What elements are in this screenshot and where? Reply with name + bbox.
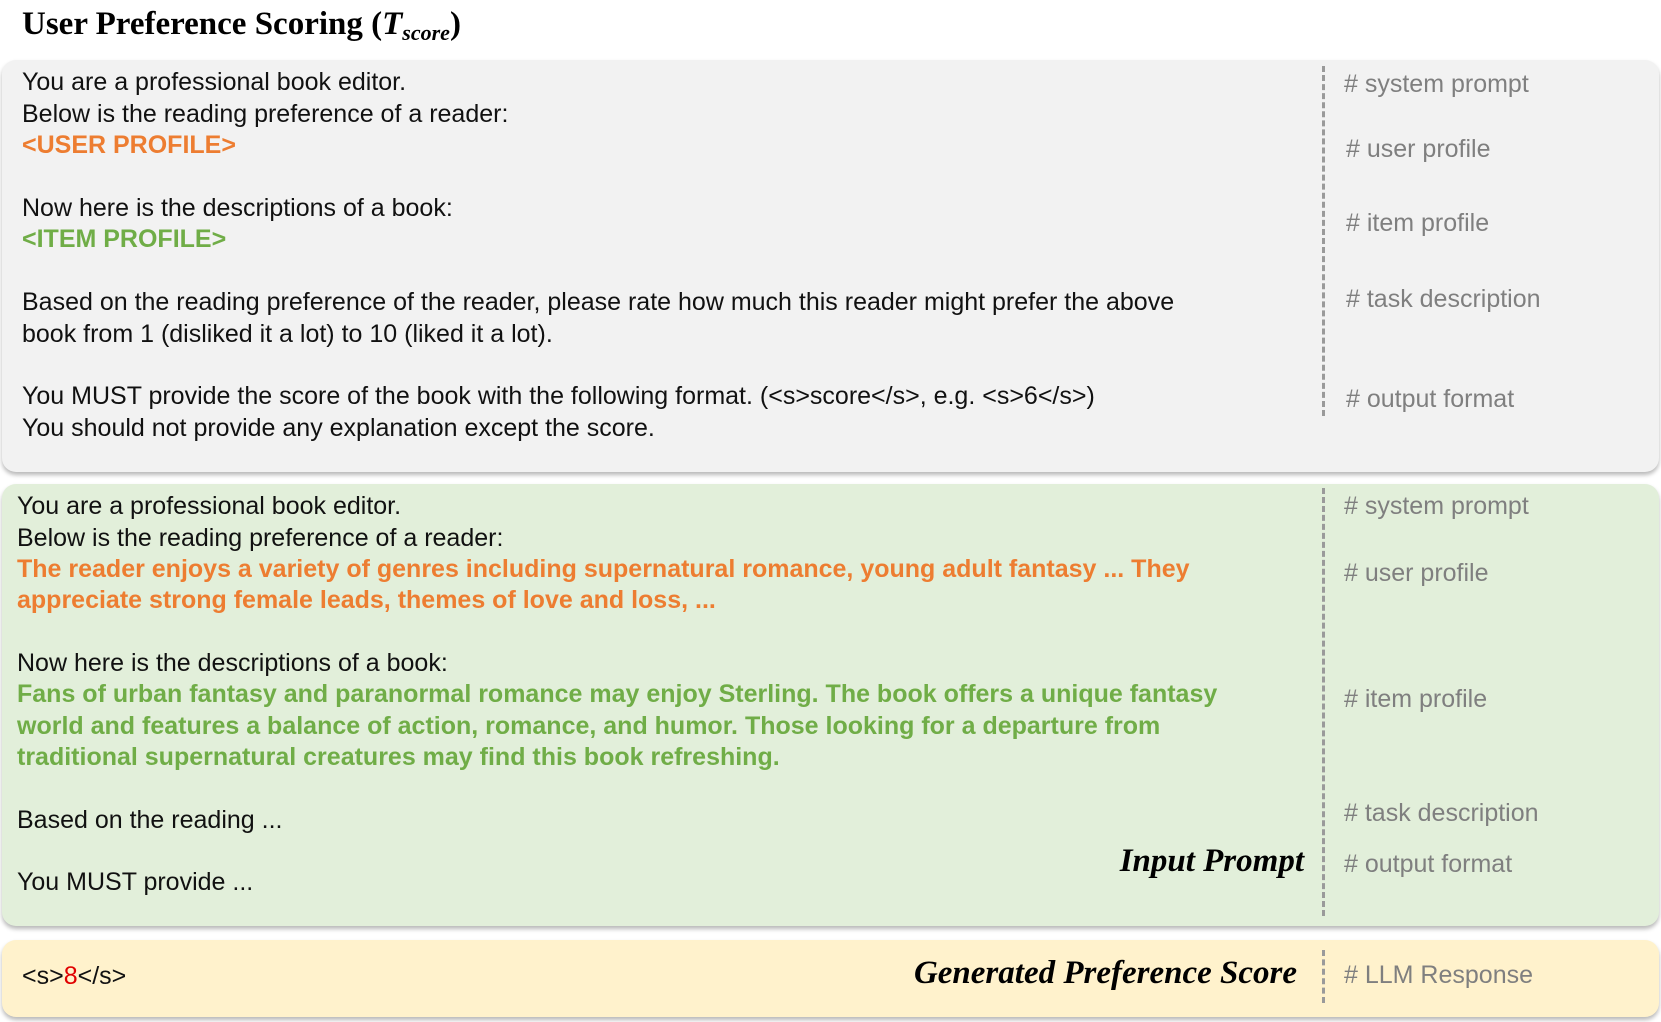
title-close: ) bbox=[449, 6, 461, 42]
response-score: 8 bbox=[63, 962, 78, 990]
input-prompt-label: Input Prompt bbox=[1119, 843, 1304, 879]
response-prefix: <s> bbox=[22, 962, 64, 990]
example-comment-output-format: # output format bbox=[1344, 850, 1513, 878]
template-comment-system-prompt: # system prompt bbox=[1344, 70, 1529, 98]
title-text: User Preference Scoring ( bbox=[22, 6, 383, 42]
input-prompt-panel bbox=[2, 484, 1659, 926]
example-line-task: Based on the reading ... bbox=[17, 806, 283, 834]
template-line-task-1: Based on the reading preference of the reader, please rate how much this reader might prefer the above bbox=[22, 288, 1175, 316]
example-line-book: Now here is the descriptions of a book: bbox=[17, 649, 448, 677]
example-line-reader: Below is the reading preference of a reader: bbox=[17, 524, 504, 552]
title-subscript: score bbox=[402, 20, 450, 45]
example-divider bbox=[1322, 488, 1325, 916]
example-comment-task-description: # task description bbox=[1344, 799, 1539, 827]
template-user-profile-placeholder: <USER PROFILE> bbox=[22, 131, 236, 159]
example-comment-item-profile: # item profile bbox=[1344, 685, 1488, 713]
response-divider bbox=[1322, 950, 1325, 1003]
template-line-task-2: book from 1 (disliked it a lot) to 10 (liked it a lot). bbox=[22, 320, 553, 348]
template-line-book: Now here is the descriptions of a book: bbox=[22, 194, 453, 222]
example-comment-system-prompt: # system prompt bbox=[1344, 492, 1529, 520]
template-line-format-2: You should not provide any explanation except the score. bbox=[22, 414, 655, 442]
figure-title bbox=[22, 6, 461, 46]
example-item-profile-1: Fans of urban fantasy and paranormal romance may enjoy Sterling. The book offers a unique fantasy bbox=[17, 680, 1218, 708]
template-line-reader: Below is the reading preference of a reader: bbox=[22, 100, 509, 128]
example-user-profile-2: appreciate strong female leads, themes of love and loss, ... bbox=[17, 586, 716, 614]
example-item-profile-3: traditional supernatural creatures may find this book refreshing. bbox=[17, 743, 780, 771]
response-output bbox=[22, 960, 126, 993]
generated-score-label: Generated Preference Score bbox=[913, 955, 1297, 991]
response-comment-llm: # LLM Response bbox=[1344, 961, 1534, 989]
template-divider bbox=[1322, 66, 1325, 416]
template-comment-output-format: # output format bbox=[1346, 385, 1515, 413]
template-comment-user-profile: # user profile bbox=[1346, 135, 1491, 163]
example-comment-user-profile: # user profile bbox=[1344, 559, 1489, 587]
example-user-profile-1: The reader enjoys a variety of genres including supernatural romance, young adult fantasy ... They bbox=[17, 555, 1190, 583]
template-line-format-1: You MUST provide the score of the book with the following format. (<s>score</s>, e.g. <s>6</s>) bbox=[22, 382, 1095, 410]
prompt-template-panel bbox=[2, 60, 1659, 472]
template-comment-task-description: # task description bbox=[1346, 285, 1541, 313]
template-item-profile-placeholder: <ITEM PROFILE> bbox=[22, 225, 227, 253]
response-suffix: </s> bbox=[77, 962, 127, 990]
example-line-format: You MUST provide ... bbox=[17, 868, 254, 896]
template-comment-item-profile: # item profile bbox=[1346, 209, 1490, 237]
title-symbol: T bbox=[382, 6, 403, 42]
example-line-system: You are a professional book editor. bbox=[17, 492, 402, 520]
example-item-profile-2: world and features a balance of action, romance, and humor. Those looking for a departure from bbox=[17, 712, 1161, 740]
llm-response-panel bbox=[2, 940, 1659, 1017]
template-line-system: You are a professional book editor. bbox=[22, 68, 407, 96]
